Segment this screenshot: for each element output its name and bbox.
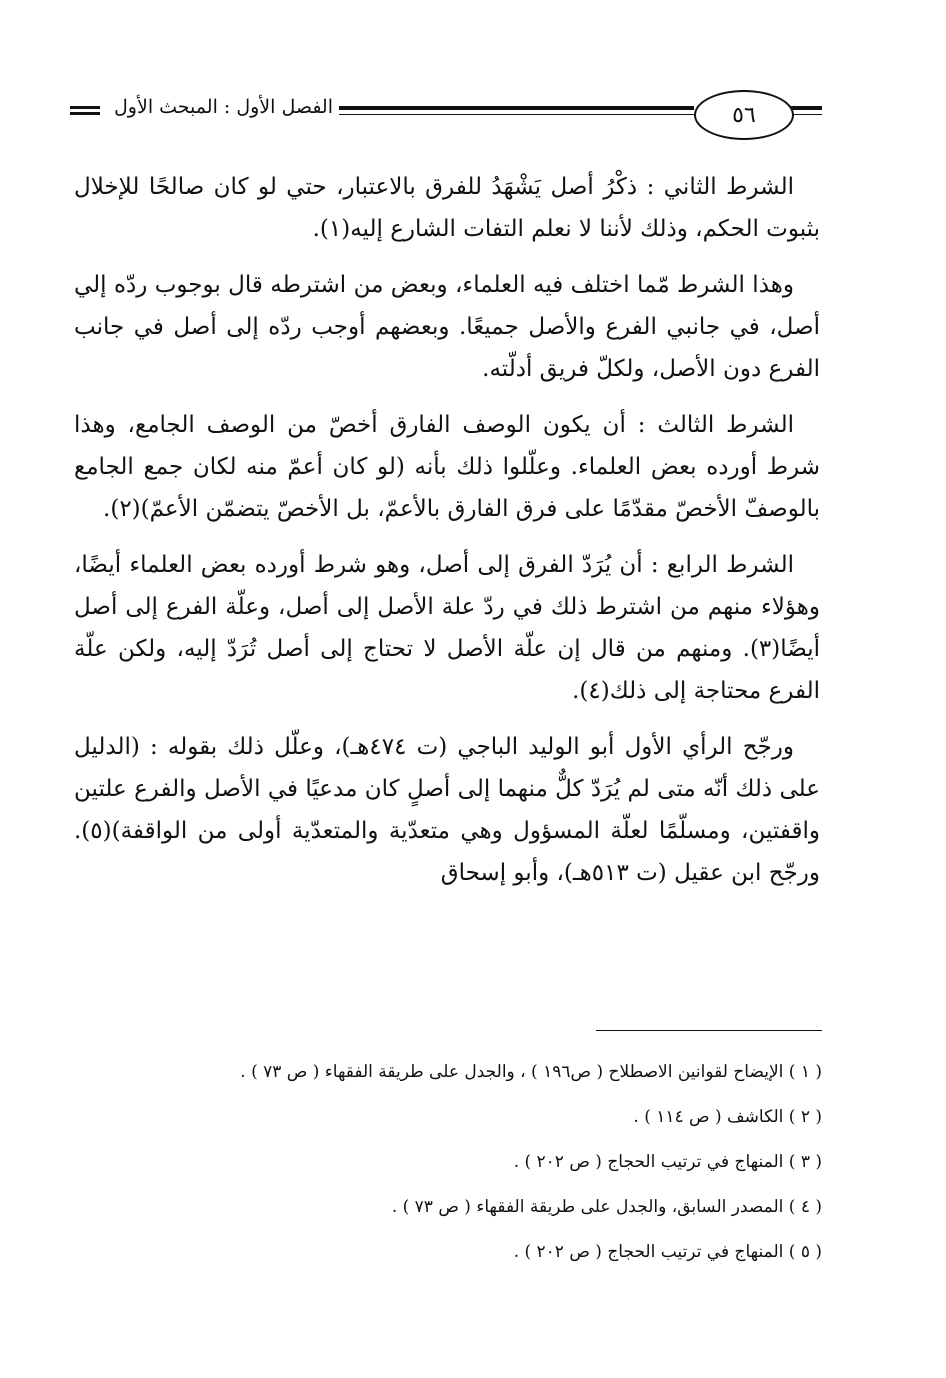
paragraph: الشرط الثالث : أن يكون الوصف الفارق أخصّ من الوصف الجامع، وهذا شرط أورده بعض العلماء. وعلّلوا ذلك بأنه (لو كان أعمّ منه لكان جمع الجامع بالوصفّ الأخصّ مقدّمًا على فرق الفارق بالأعمّ، بل الأخصّ يتضمّن الأعمّ)(٢).	[74, 412, 820, 522]
paragraph: الشرط الثاني : ذكْرُ أصل يَشْهَدُ للفرق بالاعتبار، حتي لو كان صالحًا للإخلال بثبوت الحكم، وذلك لأننا لا نعلم التفات الشارع إليه(١).	[74, 174, 820, 242]
main-text	[74, 166, 820, 908]
footnote-separator	[596, 1030, 822, 1031]
chapter-title: الفصل الأول : المبحث الأول	[108, 96, 339, 118]
paragraph: وهذا الشرط مّما اختلف فيه العلماء، وبعض من اشترطه قال بوجوب ردّه إلي أصل، في جانبي الفرع والأصل جميعًا. وبعضهم أوجب ردّه إلى أصل في جانب الفرع دون الأصل، ولكلّ فريق أدلّته.	[74, 272, 820, 382]
paragraph: الشرط الرابع : أن يُرَدّ الفرق إلى أصل، وهو شرط أورده بعض العلماء أيضًا، وهؤلاء منهم من اشترط ذلك في ردّ علة الأصل إلى أصل، وعلّة الفرع إلى أصل أيضًا(٣). ومنهم من قال إن علّة الأصل لا تحتاج إلى أصل تُرَدّ إليه، ولكن علّة الفرع محتاجة إلى ذلك(٤).	[74, 552, 820, 704]
running-header	[70, 88, 822, 148]
header-ornament-icon	[70, 106, 100, 116]
footnote: ( ٣ ) المنهاج في ترتيب الحجاج ( ص ٢٠٢ ) .	[513, 1152, 822, 1172]
footnotes	[74, 1050, 822, 1275]
footnote: ( ٢ ) الكاشف ( ص ١١٤ ) .	[633, 1107, 822, 1127]
paragraph: ورجّح الرأي الأول أبو الوليد الباجي (ت ٤٧٤هـ)، وعلّل ذلك بقوله : (الدليل على ذلك أنّه متى لم يُرَدّ كلٌّ منهما إلى أصلٍ كان مدعيًا في الأصل والفرع علتين واقفتين، ومسلّمًا لعلّة المسؤول وهي متعدّية والمتعدّية أولى من الواقفة)(٥). ورجّح ابن عقيل (ت ٥١٣هـ)، وأبو إسحاق	[74, 734, 820, 886]
footnote: ( ١ ) الإيضاح لقوانين الاصطلاح ( ص١٩٦ ) ، والجدل على طريقة الفقهاء ( ص ٧٣ ) .	[240, 1062, 822, 1082]
footnote: ( ٥ ) المنهاج في ترتيب الحجاج ( ص ٢٠٢ ) .	[513, 1242, 822, 1262]
page-number: ٥٦	[694, 90, 794, 140]
footnote: ( ٤ ) المصدر السابق، والجدل على طريقة الفقهاء ( ص ٧٣ ) .	[391, 1197, 822, 1217]
